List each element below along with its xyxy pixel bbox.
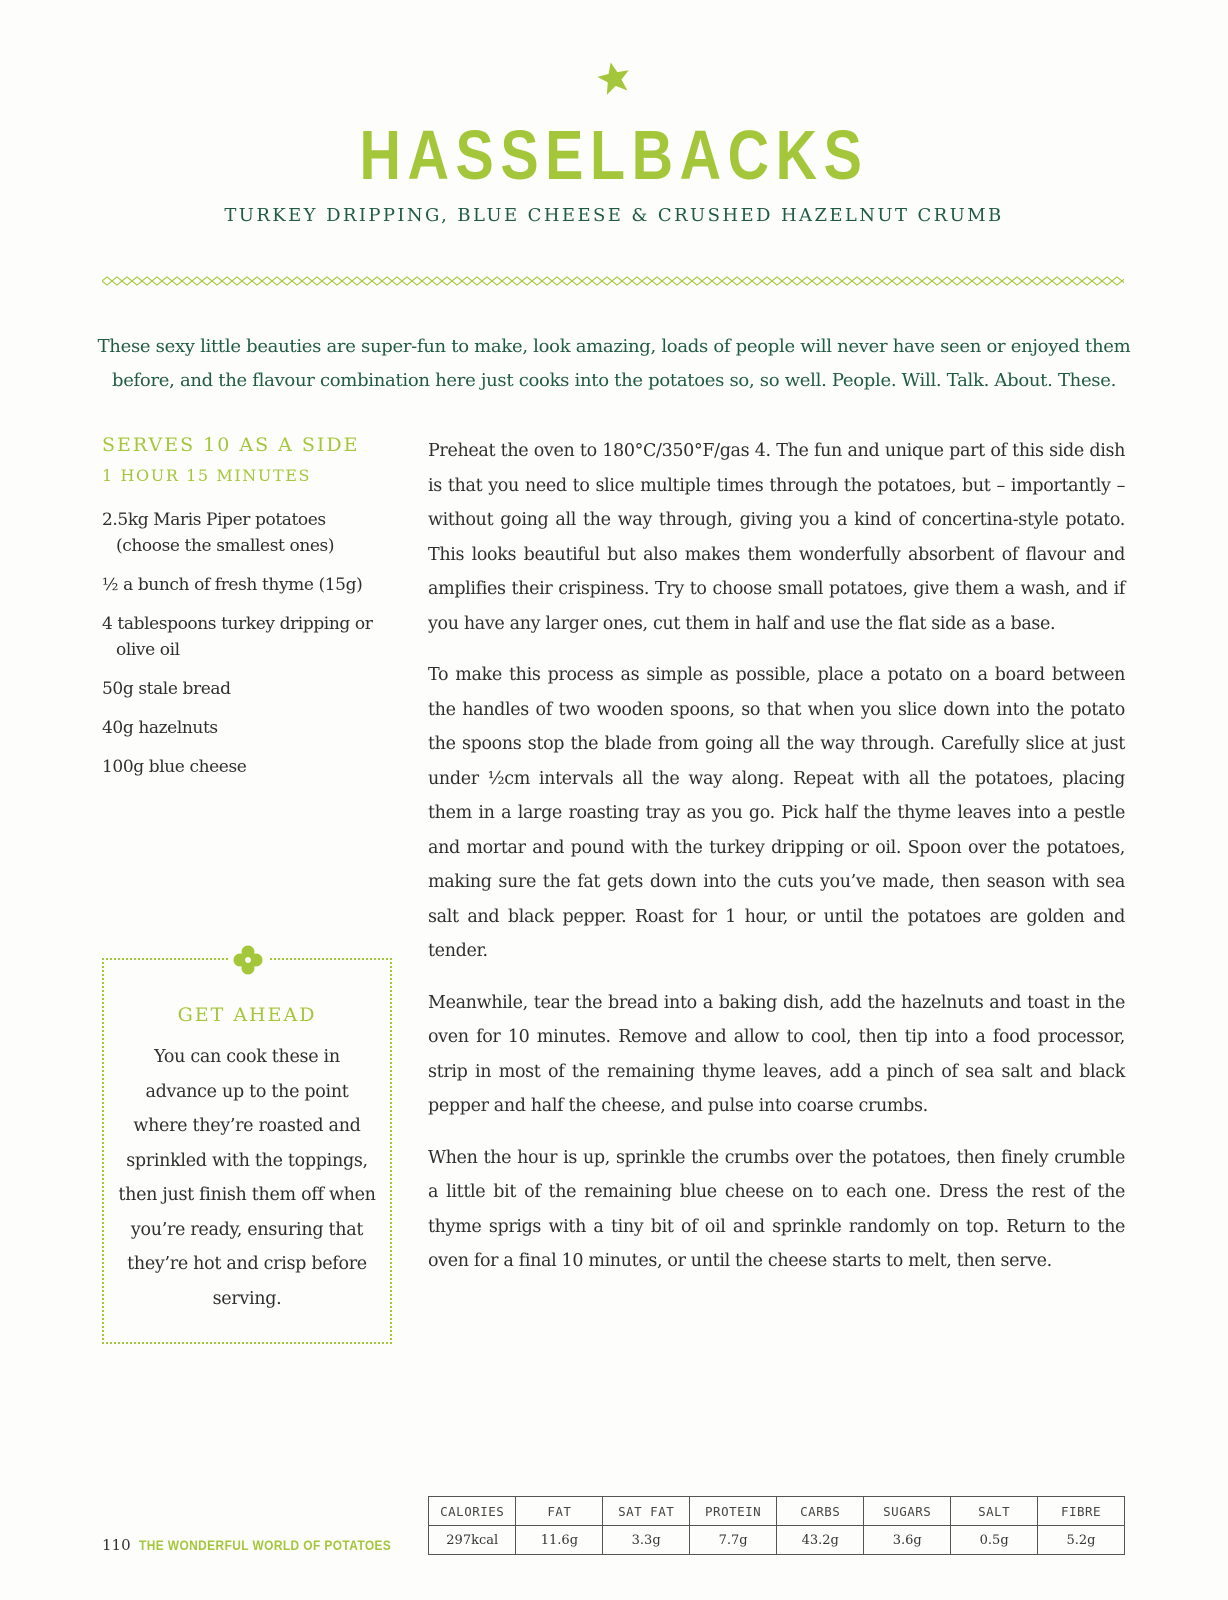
nutrition-header: FIBRE bbox=[1038, 1497, 1125, 1526]
nutrition-header: PROTEIN bbox=[689, 1497, 776, 1526]
ingredient-item: 2.5kg Maris Piper potatoes (choose the smallest ones) bbox=[102, 510, 335, 556]
clover-icon bbox=[228, 940, 268, 980]
nutrition-header-row bbox=[429, 1497, 1125, 1526]
ingredient-item: 40g hazelnuts bbox=[102, 718, 218, 738]
nutrition-value: 7.7g bbox=[689, 1526, 776, 1555]
serves-label: SERVES 10 AS A SIDE bbox=[102, 434, 360, 456]
ingredient-item: 50g stale bread bbox=[102, 679, 231, 699]
method-steps bbox=[428, 434, 1125, 1296]
get-ahead-text: You can cook these in advance up to the point where they’re roasted and sprinkled with the toppings, then just finish them off when you’re ready, ensuring that they’re hot and crisp before serving. bbox=[118, 1047, 376, 1309]
nutrition-header: CARBS bbox=[777, 1497, 864, 1526]
nutrition-header: SALT bbox=[951, 1497, 1038, 1526]
page-number: 110 bbox=[102, 1536, 131, 1554]
nutrition-header: FAT bbox=[516, 1497, 603, 1526]
recipe-intro: These sexy little beauties are super-fun to make, look amazing, loads of people will never have seen or enjoyed them before, and the flavour combination here just cooks into the potatoes so, so well. People. Will. Talk. About. These. bbox=[97, 336, 1131, 391]
nutrition-value: 3.3g bbox=[603, 1526, 690, 1555]
book-title: THE WONDERFUL WORLD OF POTATOES bbox=[139, 1537, 392, 1553]
nutrition-value: 43.2g bbox=[777, 1526, 864, 1555]
ingredient-item: ½ a bunch of fresh thyme (15g) bbox=[102, 575, 363, 595]
time-label: 1 HOUR 15 MINUTES bbox=[102, 466, 312, 485]
ingredient-item: 4 tablespoons turkey dripping or olive oil bbox=[102, 614, 373, 660]
nutrition-value: 11.6g bbox=[516, 1526, 603, 1555]
nutrition-table bbox=[428, 1496, 1125, 1555]
page-footer bbox=[102, 1536, 436, 1554]
get-ahead-box bbox=[102, 958, 392, 1344]
star-icon bbox=[596, 60, 632, 96]
ingredient-item: 100g blue cheese bbox=[102, 757, 247, 777]
nutrition-header: CALORIES bbox=[429, 1497, 516, 1526]
method-paragraph: Meanwhile, tear the bread into a baking dish, add the hazelnuts and toast in the oven for 10 minutes. Remove and allow to cool, then tip into a food processor, strip in most of the remaining thyme leaves, add a pinch of sea salt and black pepper and half the cheese, and pulse into coarse crumbs. bbox=[428, 992, 1125, 1116]
nutrition-value: 5.2g bbox=[1038, 1526, 1125, 1555]
zigzag-divider bbox=[102, 275, 1124, 287]
method-paragraph: Preheat the oven to 180°C/350°F/gas 4. The fun and unique part of this side dish is that you need to slice multiple times through the potatoes, but – importantly – without going all the way through, giving you a kind of concertina-style potato. This looks beautiful but also makes them wonderfully absorbent of flavour and amplifies their crispiness. Try to choose small potatoes, give them a wash, and if you have any larger ones, cut them in half and use the flat side as a base. bbox=[428, 441, 1125, 634]
nutrition-header: SUGARS bbox=[864, 1497, 951, 1526]
nutrition-value: 297kcal bbox=[429, 1526, 516, 1555]
ingredients-list bbox=[102, 507, 392, 780]
nutrition-header: SAT FAT bbox=[603, 1497, 690, 1526]
method-paragraph: To make this process as simple as possible, place a potato on a board between the handles of two wooden spoons, so that when you slice down into the potato the spoons stop the blade from going all the way through. Carefully slice at just under ½cm intervals all the way along. Repeat with all the potatoes, placing them in a large roasting tray as you go. Pick half the thyme leaves into a pestle and mortar and pound with the turkey dripping or oil. Spoon over the potatoes, making sure the fat gets down into the cuts you’ve made, then season with sea salt and black pepper. Roast for 1 hour, or until the potatoes are golden and tender. bbox=[428, 665, 1125, 961]
recipe-title: HASSELBACKS bbox=[359, 116, 869, 194]
recipe-subtitle: TURKEY DRIPPING, BLUE CHEESE & CRUSHED HAZELNUT CRUMB bbox=[224, 205, 1004, 226]
nutrition-value: 3.6g bbox=[864, 1526, 951, 1555]
get-ahead-heading: GET AHEAD bbox=[177, 1004, 317, 1026]
method-paragraph: When the hour is up, sprinkle the crumbs over the potatoes, then finely crumble a little bit of the remaining blue cheese on to each one. Dress the rest of the thyme sprigs with a tiny bit of oil and sprinkle randomly on top. Return to the oven for a final 10 minutes, or until the cheese starts to melt, then serve. bbox=[428, 1147, 1125, 1271]
recipe-meta bbox=[102, 434, 392, 793]
nutrition-value: 0.5g bbox=[951, 1526, 1038, 1555]
nutrition-value-row bbox=[429, 1526, 1125, 1555]
